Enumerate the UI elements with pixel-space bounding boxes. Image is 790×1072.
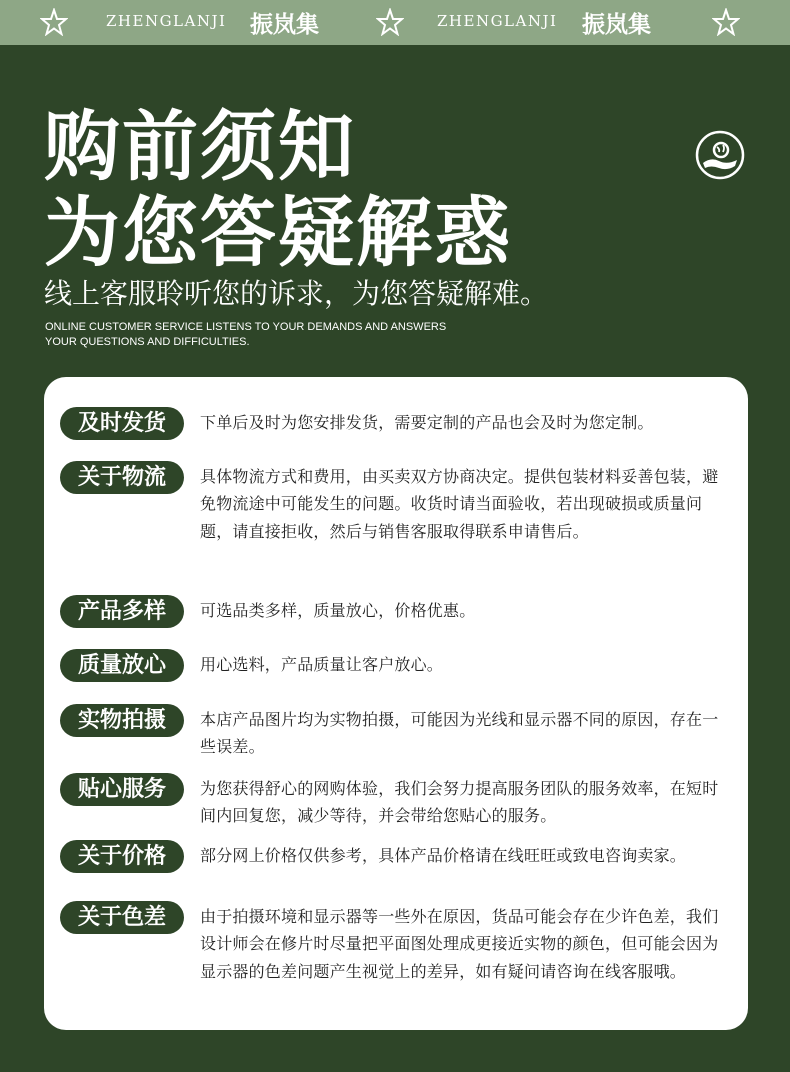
notice-text: 用心选料，产品质量让客户放心。 [200,655,444,674]
notice-text: 下单后及时为您安排发货，需要定制的产品也会及时为您定制。 [200,413,654,432]
notice-item [60,773,732,830]
brand-name-cn: 振岚集 [582,11,651,38]
notice-tag: 贴心服务 [60,773,184,806]
notice-card [44,377,748,1030]
notice-item [60,704,732,761]
notice-tag: 及时发货 [60,407,184,440]
notice-text: 本店产品图片均为实物拍摄，可能因为光线和显示器不同的原因，存在一些误差。 [200,710,719,757]
title-line-2: 为您答疑解惑 [44,188,512,277]
notice-item [60,461,732,545]
notice-text: 部分网上价格仅供参考，具体产品价格请在线旺旺或致电咨询卖家。 [200,846,687,865]
notice-text: 由于拍摄环境和显示器等一些外在原因，货品可能会存在少许色差，我们设计师会在修片时尽量把平面图处理成更接近实物的颜色，但可能会因为显示器的色差问题产生视觉上的差异，如有疑问请咨询在线客服哦。 [200,907,719,981]
notice-tag: 质量放心 [60,649,184,682]
notice-tag: 实物拍摄 [60,704,184,737]
page-title [44,104,512,276]
star-icon [712,8,740,36]
notice-text: 具体物流方式和费用，由买卖双方协商决定。提供包装材料妥善包装，避免物流途中可能发生的问题。收货时请当面验收，若出现破损或质量问题，请直接拒收，然后与销售客服取得联系申请售后。 [200,467,719,541]
star-icon [40,8,68,36]
earth-hand-icon [695,130,745,180]
subtitle-en [45,320,505,350]
notice-tag: 关于物流 [60,461,184,494]
subtitle-en-line-2: YOUR QUESTIONS AND DIFFICULTIES. [45,336,250,348]
notice-tag: 关于色差 [60,901,184,934]
notice-tag: 关于价格 [60,840,184,873]
brand-name-cn: 振岚集 [250,11,319,38]
subtitle-en-line-1: ONLINE CUSTOMER SERVICE LISTENS TO YOUR DEMANDS AND ANSWERS [45,321,447,333]
brand-name-en: ZHENGLANJI [437,12,558,30]
notice-item [60,840,732,873]
notice-item [60,901,732,985]
notice-item [60,649,732,682]
notice-item [60,595,732,628]
brand-name-en: ZHENGLANJI [106,12,227,30]
top-banner [0,0,790,45]
star-icon [376,8,404,36]
notice-item [60,407,732,440]
notice-text: 为您获得舒心的网购体验，我们会努力提高服务团队的服务效率，在短时间内回复您，减少等待，并会带给您贴心的服务。 [200,779,719,826]
notice-text: 可选品类多样，质量放心，价格优惠。 [200,601,476,620]
notice-tag: 产品多样 [60,595,184,628]
subtitle: 线上客服聆听您的诉求，为您答疑解难。 [44,277,549,310]
title-line-1: 购前须知 [44,102,356,191]
